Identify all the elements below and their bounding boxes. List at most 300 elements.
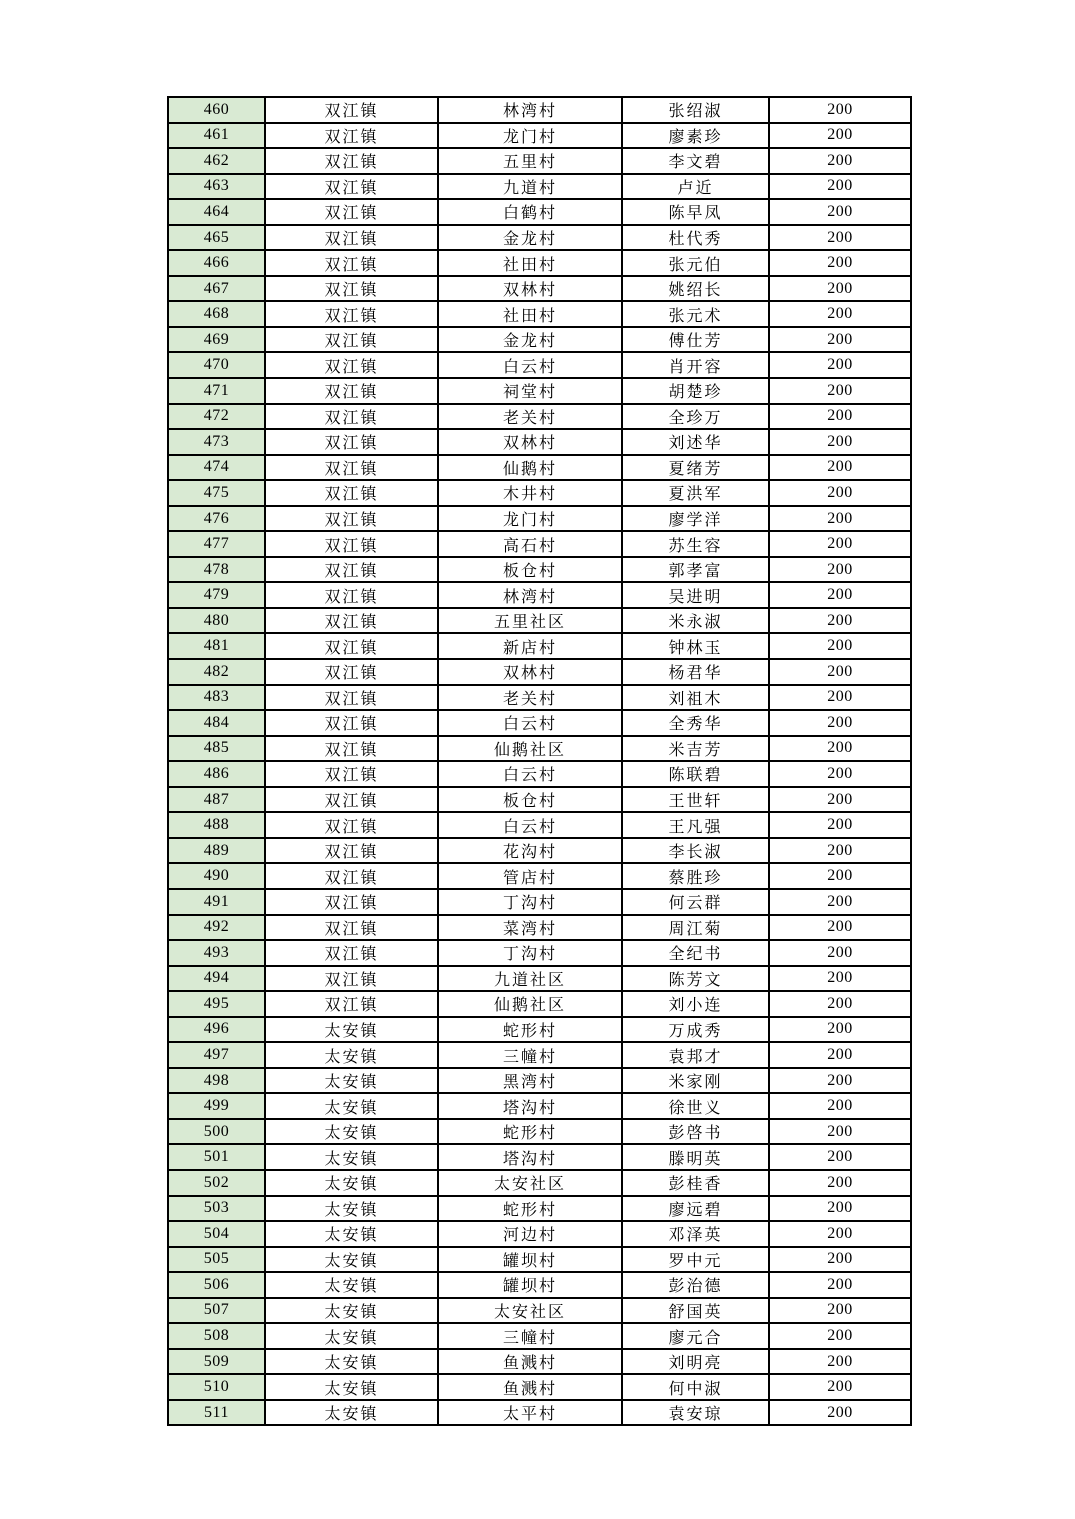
cell-town: 双江镇: [265, 608, 438, 634]
cell-serial-number: 463: [168, 174, 265, 200]
cell-town: 双江镇: [265, 480, 438, 506]
cell-person-name: 邓泽英: [622, 1221, 769, 1247]
cell-person-name: 夏洪军: [622, 480, 769, 506]
cell-person-name: 刘小连: [622, 991, 769, 1017]
cell-amount: 200: [769, 812, 911, 838]
cell-amount: 200: [769, 787, 911, 813]
cell-village: 仙鹅社区: [438, 736, 622, 762]
cell-serial-number: 483: [168, 685, 265, 711]
cell-person-name: 廖远碧: [622, 1196, 769, 1222]
cell-person-name: 何云群: [622, 889, 769, 915]
table-row: [168, 1349, 911, 1375]
table-row: [168, 633, 911, 659]
cell-amount: 200: [769, 531, 911, 557]
cell-amount: 200: [769, 404, 911, 430]
cell-serial-number: 461: [168, 123, 265, 149]
cell-village: 仙鹅社区: [438, 991, 622, 1017]
cell-amount: 200: [769, 582, 911, 608]
cell-village: 龙门村: [438, 123, 622, 149]
payment-roster-table: [167, 96, 912, 1426]
table-row: [168, 429, 911, 455]
table-row: [168, 761, 911, 787]
cell-amount: 200: [769, 148, 911, 174]
cell-village: 林湾村: [438, 97, 622, 123]
cell-person-name: 姚绍长: [622, 276, 769, 302]
cell-person-name: 舒国英: [622, 1298, 769, 1324]
cell-village: 河边村: [438, 1221, 622, 1247]
cell-village: 双林村: [438, 659, 622, 685]
cell-serial-number: 484: [168, 710, 265, 736]
cell-person-name: 何中淑: [622, 1374, 769, 1400]
cell-village: 板仓村: [438, 787, 622, 813]
table-row: [168, 940, 911, 966]
cell-amount: 200: [769, 1119, 911, 1145]
cell-amount: 200: [769, 863, 911, 889]
table-row: [168, 174, 911, 200]
cell-town: 太安镇: [265, 1298, 438, 1324]
cell-amount: 200: [769, 838, 911, 864]
cell-amount: 200: [769, 761, 911, 787]
table-body: [168, 97, 911, 1425]
cell-amount: 200: [769, 633, 911, 659]
table-row: [168, 148, 911, 174]
cell-person-name: 蔡胜珍: [622, 863, 769, 889]
cell-serial-number: 498: [168, 1068, 265, 1094]
cell-village: 管店村: [438, 863, 622, 889]
cell-town: 双江镇: [265, 838, 438, 864]
cell-person-name: 全纪书: [622, 940, 769, 966]
cell-town: 双江镇: [265, 199, 438, 225]
cell-town: 双江镇: [265, 276, 438, 302]
cell-serial-number: 466: [168, 250, 265, 276]
cell-amount: 200: [769, 1400, 911, 1426]
cell-serial-number: 508: [168, 1323, 265, 1349]
cell-serial-number: 494: [168, 966, 265, 992]
cell-amount: 200: [769, 174, 911, 200]
cell-amount: 200: [769, 1068, 911, 1094]
cell-serial-number: 468: [168, 301, 265, 327]
cell-serial-number: 504: [168, 1221, 265, 1247]
table-row: [168, 97, 911, 123]
cell-amount: 200: [769, 1093, 911, 1119]
cell-town: 双江镇: [265, 225, 438, 251]
table-row: [168, 1093, 911, 1119]
cell-serial-number: 462: [168, 148, 265, 174]
table-row: [168, 1170, 911, 1196]
cell-amount: 200: [769, 940, 911, 966]
cell-village: 五里社区: [438, 608, 622, 634]
table-row: [168, 1068, 911, 1094]
cell-village: 板仓村: [438, 557, 622, 583]
cell-town: 双江镇: [265, 455, 438, 481]
cell-amount: 200: [769, 378, 911, 404]
cell-serial-number: 474: [168, 455, 265, 481]
cell-village: 九道社区: [438, 966, 622, 992]
cell-amount: 200: [769, 685, 911, 711]
table-row: [168, 915, 911, 941]
cell-serial-number: 488: [168, 812, 265, 838]
cell-person-name: 罗中元: [622, 1247, 769, 1273]
cell-person-name: 滕明英: [622, 1144, 769, 1170]
table-row: [168, 480, 911, 506]
cell-village: 塔沟村: [438, 1093, 622, 1119]
cell-amount: 200: [769, 250, 911, 276]
cell-amount: 200: [769, 123, 911, 149]
cell-town: 双江镇: [265, 378, 438, 404]
cell-person-name: 万成秀: [622, 1017, 769, 1043]
cell-serial-number: 482: [168, 659, 265, 685]
table-row: [168, 1374, 911, 1400]
cell-village: 木井村: [438, 480, 622, 506]
cell-serial-number: 471: [168, 378, 265, 404]
table-row: [168, 608, 911, 634]
cell-amount: 200: [769, 966, 911, 992]
cell-amount: 200: [769, 991, 911, 1017]
cell-serial-number: 490: [168, 863, 265, 889]
cell-person-name: 米吉芳: [622, 736, 769, 762]
cell-town: 太安镇: [265, 1323, 438, 1349]
cell-town: 双江镇: [265, 404, 438, 430]
table-row: [168, 582, 911, 608]
cell-village: 新店村: [438, 633, 622, 659]
cell-serial-number: 493: [168, 940, 265, 966]
cell-serial-number: 464: [168, 199, 265, 225]
cell-village: 白云村: [438, 761, 622, 787]
cell-amount: 200: [769, 1042, 911, 1068]
cell-town: 双江镇: [265, 174, 438, 200]
cell-town: 双江镇: [265, 250, 438, 276]
cell-town: 太安镇: [265, 1170, 438, 1196]
cell-village: 高石村: [438, 531, 622, 557]
table-row: [168, 404, 911, 430]
cell-person-name: 傅仕芳: [622, 327, 769, 353]
cell-serial-number: 497: [168, 1042, 265, 1068]
cell-person-name: 郭孝富: [622, 557, 769, 583]
cell-amount: 200: [769, 429, 911, 455]
cell-village: 白云村: [438, 352, 622, 378]
cell-serial-number: 500: [168, 1119, 265, 1145]
table-row: [168, 710, 911, 736]
cell-village: 蛇形村: [438, 1119, 622, 1145]
cell-person-name: 廖元合: [622, 1323, 769, 1349]
cell-serial-number: 485: [168, 736, 265, 762]
cell-village: 白云村: [438, 710, 622, 736]
cell-person-name: 卢近: [622, 174, 769, 200]
cell-town: 双江镇: [265, 582, 438, 608]
cell-town: 双江镇: [265, 966, 438, 992]
cell-town: 太安镇: [265, 1272, 438, 1298]
cell-village: 三幢村: [438, 1323, 622, 1349]
table-row: [168, 1298, 911, 1324]
cell-serial-number: 481: [168, 633, 265, 659]
table-row: [168, 276, 911, 302]
table-row: [168, 1196, 911, 1222]
table-row: [168, 455, 911, 481]
cell-village: 丁沟村: [438, 889, 622, 915]
cell-village: 丁沟村: [438, 940, 622, 966]
cell-amount: 200: [769, 1272, 911, 1298]
cell-village: 太安社区: [438, 1298, 622, 1324]
cell-amount: 200: [769, 608, 911, 634]
cell-town: 双江镇: [265, 123, 438, 149]
cell-person-name: 徐世义: [622, 1093, 769, 1119]
table-row: [168, 966, 911, 992]
cell-village: 老关村: [438, 685, 622, 711]
table-row: [168, 863, 911, 889]
table-row: [168, 301, 911, 327]
cell-person-name: 刘明亮: [622, 1349, 769, 1375]
cell-amount: 200: [769, 710, 911, 736]
table-row: [168, 352, 911, 378]
cell-amount: 200: [769, 1298, 911, 1324]
cell-serial-number: 495: [168, 991, 265, 1017]
cell-person-name: 胡楚珍: [622, 378, 769, 404]
table-row: [168, 685, 911, 711]
cell-village: 蛇形村: [438, 1017, 622, 1043]
cell-serial-number: 492: [168, 915, 265, 941]
table-row: [168, 557, 911, 583]
cell-amount: 200: [769, 1221, 911, 1247]
cell-village: 林湾村: [438, 582, 622, 608]
table-container: [167, 96, 912, 1426]
table-row: [168, 327, 911, 353]
cell-town: 太安镇: [265, 1144, 438, 1170]
table-row: [168, 1221, 911, 1247]
cell-person-name: 刘祖木: [622, 685, 769, 711]
cell-village: 太平村: [438, 1400, 622, 1426]
table-row: [168, 199, 911, 225]
table-row: [168, 1272, 911, 1298]
cell-town: 双江镇: [265, 659, 438, 685]
cell-serial-number: 503: [168, 1196, 265, 1222]
cell-village: 太安社区: [438, 1170, 622, 1196]
cell-amount: 200: [769, 557, 911, 583]
cell-serial-number: 469: [168, 327, 265, 353]
cell-person-name: 杨君华: [622, 659, 769, 685]
cell-town: 太安镇: [265, 1374, 438, 1400]
cell-person-name: 廖学洋: [622, 506, 769, 532]
table-row: [168, 225, 911, 251]
cell-town: 双江镇: [265, 148, 438, 174]
cell-town: 双江镇: [265, 531, 438, 557]
cell-town: 太安镇: [265, 1017, 438, 1043]
cell-village: 九道村: [438, 174, 622, 200]
cell-town: 太安镇: [265, 1068, 438, 1094]
cell-town: 双江镇: [265, 429, 438, 455]
cell-village: 鱼溅村: [438, 1349, 622, 1375]
cell-amount: 200: [769, 889, 911, 915]
cell-person-name: 彭桂香: [622, 1170, 769, 1196]
cell-amount: 200: [769, 301, 911, 327]
cell-town: 太安镇: [265, 1196, 438, 1222]
cell-amount: 200: [769, 506, 911, 532]
cell-town: 太安镇: [265, 1093, 438, 1119]
cell-village: 罐坝村: [438, 1272, 622, 1298]
cell-amount: 200: [769, 1196, 911, 1222]
table-row: [168, 787, 911, 813]
cell-village: 祠堂村: [438, 378, 622, 404]
table-row: [168, 659, 911, 685]
cell-person-name: 张绍淑: [622, 97, 769, 123]
cell-town: 太安镇: [265, 1247, 438, 1273]
cell-serial-number: 467: [168, 276, 265, 302]
cell-serial-number: 487: [168, 787, 265, 813]
cell-village: 花沟村: [438, 838, 622, 864]
cell-serial-number: 480: [168, 608, 265, 634]
cell-serial-number: 509: [168, 1349, 265, 1375]
cell-person-name: 王世轩: [622, 787, 769, 813]
cell-serial-number: 501: [168, 1144, 265, 1170]
cell-serial-number: 479: [168, 582, 265, 608]
cell-person-name: 陈早凤: [622, 199, 769, 225]
cell-village: 塔沟村: [438, 1144, 622, 1170]
cell-village: 金龙村: [438, 327, 622, 353]
cell-amount: 200: [769, 352, 911, 378]
table-row: [168, 531, 911, 557]
cell-person-name: 苏生容: [622, 531, 769, 557]
table-row: [168, 736, 911, 762]
cell-amount: 200: [769, 480, 911, 506]
cell-serial-number: 478: [168, 557, 265, 583]
cell-village: 社田村: [438, 250, 622, 276]
cell-town: 双江镇: [265, 506, 438, 532]
cell-amount: 200: [769, 276, 911, 302]
cell-amount: 200: [769, 1349, 911, 1375]
cell-village: 蛇形村: [438, 1196, 622, 1222]
table-row: [168, 991, 911, 1017]
cell-person-name: 吴进明: [622, 582, 769, 608]
cell-town: 双江镇: [265, 761, 438, 787]
cell-town: 双江镇: [265, 97, 438, 123]
cell-person-name: 廖素珍: [622, 123, 769, 149]
cell-town: 双江镇: [265, 633, 438, 659]
cell-person-name: 肖开容: [622, 352, 769, 378]
cell-amount: 200: [769, 1374, 911, 1400]
cell-amount: 200: [769, 1247, 911, 1273]
cell-person-name: 李文碧: [622, 148, 769, 174]
cell-person-name: 陈芳文: [622, 966, 769, 992]
cell-serial-number: 489: [168, 838, 265, 864]
cell-village: 老关村: [438, 404, 622, 430]
cell-serial-number: 472: [168, 404, 265, 430]
cell-village: 罐坝村: [438, 1247, 622, 1273]
cell-amount: 200: [769, 225, 911, 251]
cell-town: 双江镇: [265, 889, 438, 915]
cell-village: 仙鹅村: [438, 455, 622, 481]
table-row: [168, 889, 911, 915]
cell-serial-number: 510: [168, 1374, 265, 1400]
cell-serial-number: 486: [168, 761, 265, 787]
cell-town: 双江镇: [265, 812, 438, 838]
cell-person-name: 米家刚: [622, 1068, 769, 1094]
cell-amount: 200: [769, 1323, 911, 1349]
cell-town: 太安镇: [265, 1119, 438, 1145]
cell-village: 龙门村: [438, 506, 622, 532]
cell-person-name: 彭治德: [622, 1272, 769, 1298]
table-row: [168, 506, 911, 532]
cell-person-name: 陈联碧: [622, 761, 769, 787]
cell-person-name: 钟林玉: [622, 633, 769, 659]
cell-amount: 200: [769, 455, 911, 481]
table-row: [168, 123, 911, 149]
table-row: [168, 838, 911, 864]
cell-amount: 200: [769, 659, 911, 685]
cell-village: 三幢村: [438, 1042, 622, 1068]
cell-serial-number: 476: [168, 506, 265, 532]
cell-village: 社田村: [438, 301, 622, 327]
cell-town: 太安镇: [265, 1349, 438, 1375]
cell-village: 双林村: [438, 276, 622, 302]
cell-village: 双林村: [438, 429, 622, 455]
cell-person-name: 张元伯: [622, 250, 769, 276]
cell-amount: 200: [769, 736, 911, 762]
cell-person-name: 夏绪芳: [622, 455, 769, 481]
table-row: [168, 250, 911, 276]
table-row: [168, 1323, 911, 1349]
cell-serial-number: 473: [168, 429, 265, 455]
cell-person-name: 周江菊: [622, 915, 769, 941]
cell-amount: 200: [769, 97, 911, 123]
cell-village: 菜湾村: [438, 915, 622, 941]
cell-serial-number: 475: [168, 480, 265, 506]
cell-town: 双江镇: [265, 327, 438, 353]
cell-town: 双江镇: [265, 915, 438, 941]
cell-serial-number: 505: [168, 1247, 265, 1273]
table-row: [168, 1144, 911, 1170]
cell-serial-number: 506: [168, 1272, 265, 1298]
cell-town: 双江镇: [265, 991, 438, 1017]
cell-serial-number: 460: [168, 97, 265, 123]
cell-person-name: 袁邦才: [622, 1042, 769, 1068]
table-row: [168, 1400, 911, 1426]
cell-serial-number: 496: [168, 1017, 265, 1043]
cell-town: 双江镇: [265, 940, 438, 966]
cell-person-name: 刘述华: [622, 429, 769, 455]
cell-town: 太安镇: [265, 1221, 438, 1247]
cell-village: 黑湾村: [438, 1068, 622, 1094]
cell-serial-number: 465: [168, 225, 265, 251]
cell-amount: 200: [769, 915, 911, 941]
cell-amount: 200: [769, 1017, 911, 1043]
cell-town: 双江镇: [265, 787, 438, 813]
cell-village: 五里村: [438, 148, 622, 174]
cell-village: 白云村: [438, 812, 622, 838]
cell-village: 鱼溅村: [438, 1374, 622, 1400]
cell-town: 双江镇: [265, 863, 438, 889]
cell-person-name: 袁安琼: [622, 1400, 769, 1426]
table-row: [168, 378, 911, 404]
cell-town: 太安镇: [265, 1400, 438, 1426]
cell-serial-number: 477: [168, 531, 265, 557]
cell-serial-number: 502: [168, 1170, 265, 1196]
cell-town: 双江镇: [265, 685, 438, 711]
table-row: [168, 1247, 911, 1273]
cell-town: 双江镇: [265, 557, 438, 583]
cell-amount: 200: [769, 1144, 911, 1170]
cell-amount: 200: [769, 199, 911, 225]
cell-town: 太安镇: [265, 1042, 438, 1068]
cell-serial-number: 470: [168, 352, 265, 378]
cell-town: 双江镇: [265, 710, 438, 736]
table-row: [168, 812, 911, 838]
cell-town: 双江镇: [265, 352, 438, 378]
cell-amount: 200: [769, 327, 911, 353]
cell-serial-number: 507: [168, 1298, 265, 1324]
cell-person-name: 米永淑: [622, 608, 769, 634]
cell-serial-number: 491: [168, 889, 265, 915]
cell-person-name: 张元术: [622, 301, 769, 327]
table-row: [168, 1017, 911, 1043]
